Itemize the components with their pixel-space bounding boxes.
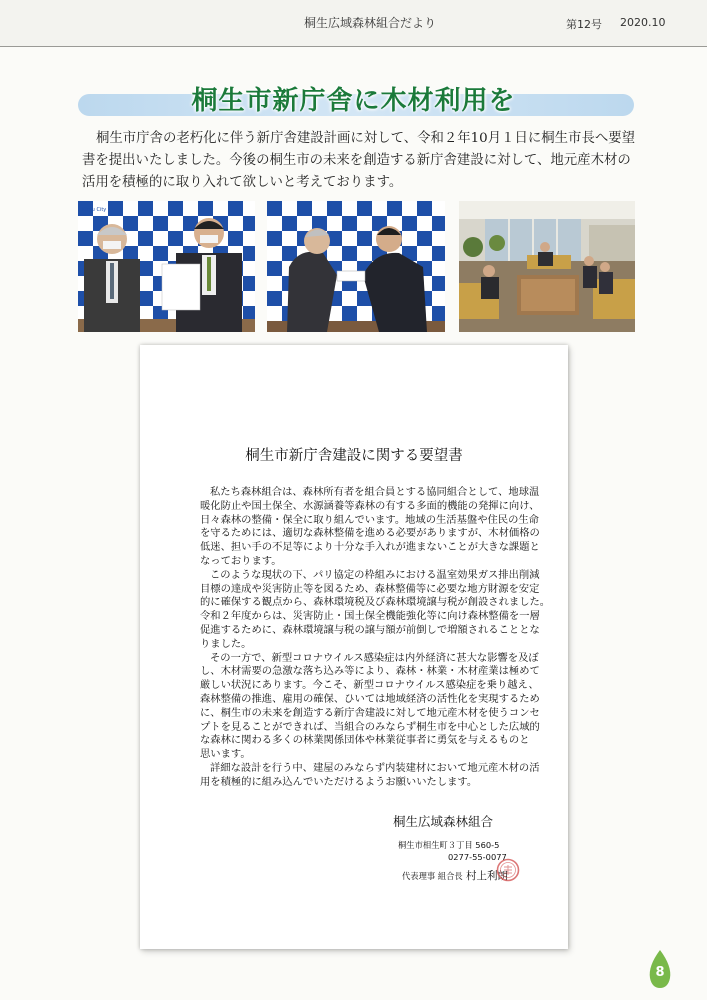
body-line: 用を積極的に組み込んでいただけるようお願いいたします。 [200,775,478,788]
document-body [200,486,551,790]
intro-line: 書を提出いたしました。今後の桐生市の未来を創造する新庁舎建設に対して、地元産木材の [82,153,631,168]
page-header [0,0,707,47]
backdrop-label: Kiryu City [82,207,107,213]
body-line: 令和２年度からは、災害防止・国土保全機能強化等に向け森林整備を一層 [200,610,540,623]
body-line: 厳しい状況にあります。今こそ、新型コロナウイルス感染症を乗り越え、 [200,679,539,692]
signer-name: 村上利朗 [466,870,508,882]
organization-phone: 0277-55-0077 [448,852,507,862]
body-line: 詳細な設計を行う中、建屋のみならず内装建材において地元産木材の活 [210,761,540,774]
body-line: 的に確保する観点から、森林環境税及び森林環境譲与税が創設されました。 [200,596,551,609]
body-line: プトを見ることができれば、当組合のみならず桐生市を中心とした広域的 [200,720,540,733]
body-line: 思います。 [200,748,251,761]
body-line: 私たち森林組合は、森林所有者を組合員とする協同組合として、地球温 [210,486,540,498]
photo-handover-portrait [78,201,255,332]
organization-name: 桐生広域森林組合 [393,814,494,829]
organization-address: 桐生市相生町３丁目 560-5 [398,840,500,850]
body-line: 森林整備の推進、雇用の確保、ひいては地域経済の活性化を実現するため [200,692,540,705]
body-line: りました。 [200,637,252,650]
body-line: な森林に関わる多くの林業関係団体や林業従事者に勇気を与えるものと [200,734,530,747]
official-seal-icon [496,858,520,882]
body-line: 低迷、担い手の不足等により十分な手入れが進まないことが大きな課題と [200,541,540,554]
issue-date: 2020.10 [620,16,666,29]
body-line: 目標の達成や災害防止等を図るため、森林整備等に必要な地方財源を安定 [200,582,540,595]
body-line: 促進するために、森林環境譲与税の譲与額が前倒しで増額されることとな [200,623,540,636]
page-number: 8 [655,965,665,980]
body-line: その一方で、新型コロナウイルス感染症は内外経済に甚大な影響を及ぼ [210,651,539,664]
body-line: このような現状の下、パリ協定の枠組みにおける温室効果ガス排出削減 [210,568,540,581]
body-line: 暖化防止や国土保全、水源涵養等森林の有する多面的機能の発揮に向け、 [200,499,540,512]
issue-number: 第12号 [566,18,602,31]
body-line: に、桐生市の未来を創造する新庁舎建設に対して地元産木材を使うコンセ [200,706,540,719]
document-title: 桐生市新庁舎建設に関する要望書 [245,448,463,464]
body-line: を守るためには、適切な森林整備を進める必要がありますが、木材価格の [200,527,540,540]
body-line: し、木材需要の急激な落ち込み等により、森林・林業・木材産業は極めて [200,665,540,678]
body-line: なっております。 [200,554,282,567]
photo-meeting-room [459,201,635,332]
newsletter-title: 桐生広域森林組合だより [303,16,436,30]
article-title: 桐生市新庁舎に木材利用を [191,86,516,116]
petition-document [140,345,568,949]
intro-line: 桐生市庁舎の老朽化に伴う新庁舎建設計画に対して、令和２年10月１日に桐生市長へ要望 [96,131,636,146]
signer-role: 代表理事 組合長 [402,871,463,881]
photo-handover-bow [267,201,445,332]
intro-line: 活用を積極的に取り入れて欲しいと考えております。 [82,175,403,190]
article-intro [82,128,642,194]
body-line: 日々森林の整備・保全に取り組んでいます。地域の生活基盤や住民の生命 [200,513,539,526]
